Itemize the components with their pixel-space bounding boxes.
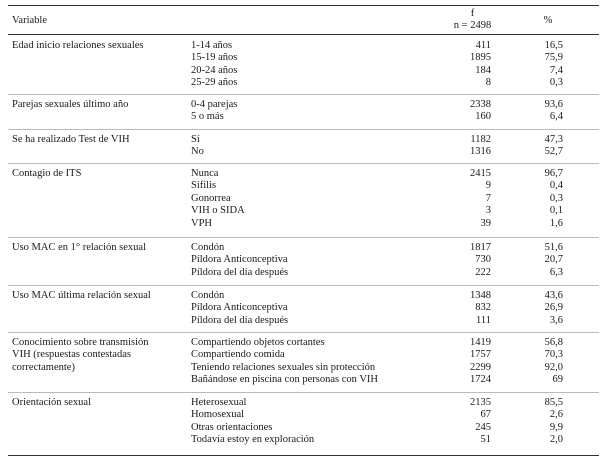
category-cell: Bañándose en piscina con personas con VIH bbox=[191, 374, 379, 386]
percent-cell: 3,6 bbox=[549, 314, 563, 326]
category-cell: 15-19 años bbox=[191, 52, 238, 64]
category-cell: Condón bbox=[191, 290, 225, 301]
header-variable: Variable bbox=[12, 15, 47, 26]
variable-label: Edad inicio relaciones sexuales bbox=[12, 40, 144, 51]
percent-cell: 51,6 bbox=[544, 242, 563, 253]
variable-label: Orientación sexual bbox=[12, 397, 92, 408]
category-cell: Nunca bbox=[191, 168, 219, 179]
percent-cell: 92,0 bbox=[544, 361, 563, 373]
variable-label: Contagio de ITS bbox=[12, 168, 82, 179]
frequency-cell: 67 bbox=[480, 409, 491, 421]
frequency-cell: 2299 bbox=[470, 361, 491, 373]
header-f: f bbox=[470, 8, 475, 19]
frequency-cell: 1895 bbox=[470, 52, 491, 64]
section-divider bbox=[8, 129, 599, 130]
section-divider bbox=[8, 332, 599, 333]
category-cell: Teniendo relaciones sexuales sin protección bbox=[191, 361, 376, 373]
category-cell: Píldora del día después bbox=[191, 266, 289, 278]
percent-cell: 20,7 bbox=[544, 254, 563, 266]
section-divider bbox=[8, 163, 599, 164]
frequency-cell: 3 bbox=[485, 205, 491, 217]
variable-label: correctamente) bbox=[12, 361, 75, 373]
category-cell: 0-4 parejas bbox=[191, 99, 238, 110]
percent-cell: 69 bbox=[552, 374, 563, 386]
frequency-cell: 2338 bbox=[470, 99, 491, 110]
category-cell: Todavía estoy en exploración bbox=[191, 434, 315, 446]
frequency-cell: 832 bbox=[475, 302, 491, 314]
variable-label: Parejas sexuales último año bbox=[12, 99, 129, 110]
section-divider bbox=[8, 94, 599, 95]
percent-cell: 0,1 bbox=[549, 205, 563, 217]
percent-cell: 1,6 bbox=[549, 217, 563, 229]
frequency-cell: 1419 bbox=[470, 337, 491, 348]
frequency-cell: 9 bbox=[485, 180, 491, 192]
percent-cell: 6,3 bbox=[549, 266, 563, 278]
section-divider bbox=[8, 392, 599, 393]
category-cell: Gonorrea bbox=[191, 192, 231, 204]
category-cell: Compartiendo comida bbox=[191, 349, 285, 361]
variable-label: Uso MAC última relación sexual bbox=[12, 290, 151, 301]
frequency-cell: 222 bbox=[475, 266, 491, 278]
percent-cell: 6,4 bbox=[549, 111, 563, 123]
frequency-cell: 7 bbox=[485, 192, 491, 204]
frequency-cell: 2135 bbox=[470, 397, 491, 408]
percent-cell: 52,7 bbox=[544, 146, 563, 158]
percent-cell: 2,6 bbox=[549, 409, 563, 421]
frequency-cell: 1182 bbox=[470, 134, 491, 145]
percent-cell: 96,7 bbox=[544, 168, 563, 179]
category-cell: Compartiendo objetos cortantes bbox=[191, 337, 325, 348]
frequency-cell: 184 bbox=[475, 64, 491, 76]
variable-label: VIH (respuestas contestadas bbox=[12, 349, 131, 361]
percent-cell: 93,6 bbox=[544, 99, 563, 110]
header-n: n = 2498 bbox=[453, 20, 492, 31]
percent-cell: 0,3 bbox=[549, 192, 563, 204]
category-cell: Heterosexual bbox=[191, 397, 247, 408]
frequency-cell: 1817 bbox=[470, 242, 491, 253]
percent-cell: 9,9 bbox=[549, 421, 563, 433]
frequency-cell: 245 bbox=[475, 421, 491, 433]
percent-cell: 16,5 bbox=[544, 40, 563, 51]
variable-label: Uso MAC en 1° relación sexual bbox=[12, 242, 146, 253]
frequency-cell: 1724 bbox=[470, 374, 491, 386]
frequency-cell: 1757 bbox=[470, 349, 491, 361]
bottom-rule bbox=[8, 455, 599, 456]
percent-cell: 0,3 bbox=[549, 77, 563, 89]
category-cell: VIH o SIDA bbox=[191, 205, 245, 217]
category-cell: Píldora del día después bbox=[191, 314, 289, 326]
percent-cell: 26,9 bbox=[544, 302, 563, 314]
category-cell: Sí bbox=[191, 134, 200, 145]
category-cell: Homosexual bbox=[191, 409, 245, 421]
section-divider bbox=[8, 237, 599, 238]
category-cell: 25-29 años bbox=[191, 77, 238, 89]
percent-cell: 0,4 bbox=[549, 180, 563, 192]
category-cell: 1-14 años bbox=[191, 40, 233, 51]
category-cell: VPH bbox=[191, 217, 213, 229]
frequency-cell: 411 bbox=[475, 40, 491, 51]
category-cell: Otras orientaciones bbox=[191, 421, 273, 433]
category-cell: Condón bbox=[191, 242, 225, 253]
percent-cell: 56,8 bbox=[544, 337, 563, 348]
top-rule bbox=[8, 5, 599, 6]
frequency-cell: 1316 bbox=[470, 146, 491, 158]
percent-cell: 85,5 bbox=[544, 397, 563, 408]
frequency-cell: 160 bbox=[475, 111, 491, 123]
category-cell: Sífilis bbox=[191, 180, 217, 192]
category-cell: 5 o más bbox=[191, 111, 224, 123]
frequency-cell: 51 bbox=[480, 434, 491, 446]
frequency-cell: 2415 bbox=[470, 168, 491, 179]
percent-cell: 7,4 bbox=[549, 64, 563, 76]
frequency-cell: 730 bbox=[475, 254, 491, 266]
category-cell: Píldora Anticonceptiva bbox=[191, 254, 288, 266]
frequency-cell: 111 bbox=[476, 314, 491, 326]
percent-cell: 70,3 bbox=[544, 349, 563, 361]
percent-cell: 43,6 bbox=[544, 290, 563, 301]
variable-label: Se ha realizado Test de VIH bbox=[12, 134, 130, 145]
category-cell: Píldora Anticonceptiva bbox=[191, 302, 288, 314]
frequency-cell: 8 bbox=[485, 77, 491, 89]
percent-cell: 75,9 bbox=[544, 52, 563, 64]
header-rule bbox=[8, 34, 599, 35]
header-percent: % bbox=[543, 15, 553, 26]
variable-label: Conocimiento sobre transmisión bbox=[12, 337, 149, 348]
section-divider bbox=[8, 285, 599, 286]
category-cell: No bbox=[191, 146, 204, 158]
frequency-cell: 1348 bbox=[470, 290, 491, 301]
frequency-cell: 39 bbox=[480, 217, 491, 229]
percent-cell: 2,0 bbox=[549, 434, 563, 446]
percent-cell: 47,3 bbox=[544, 134, 563, 145]
category-cell: 20-24 años bbox=[191, 64, 238, 76]
